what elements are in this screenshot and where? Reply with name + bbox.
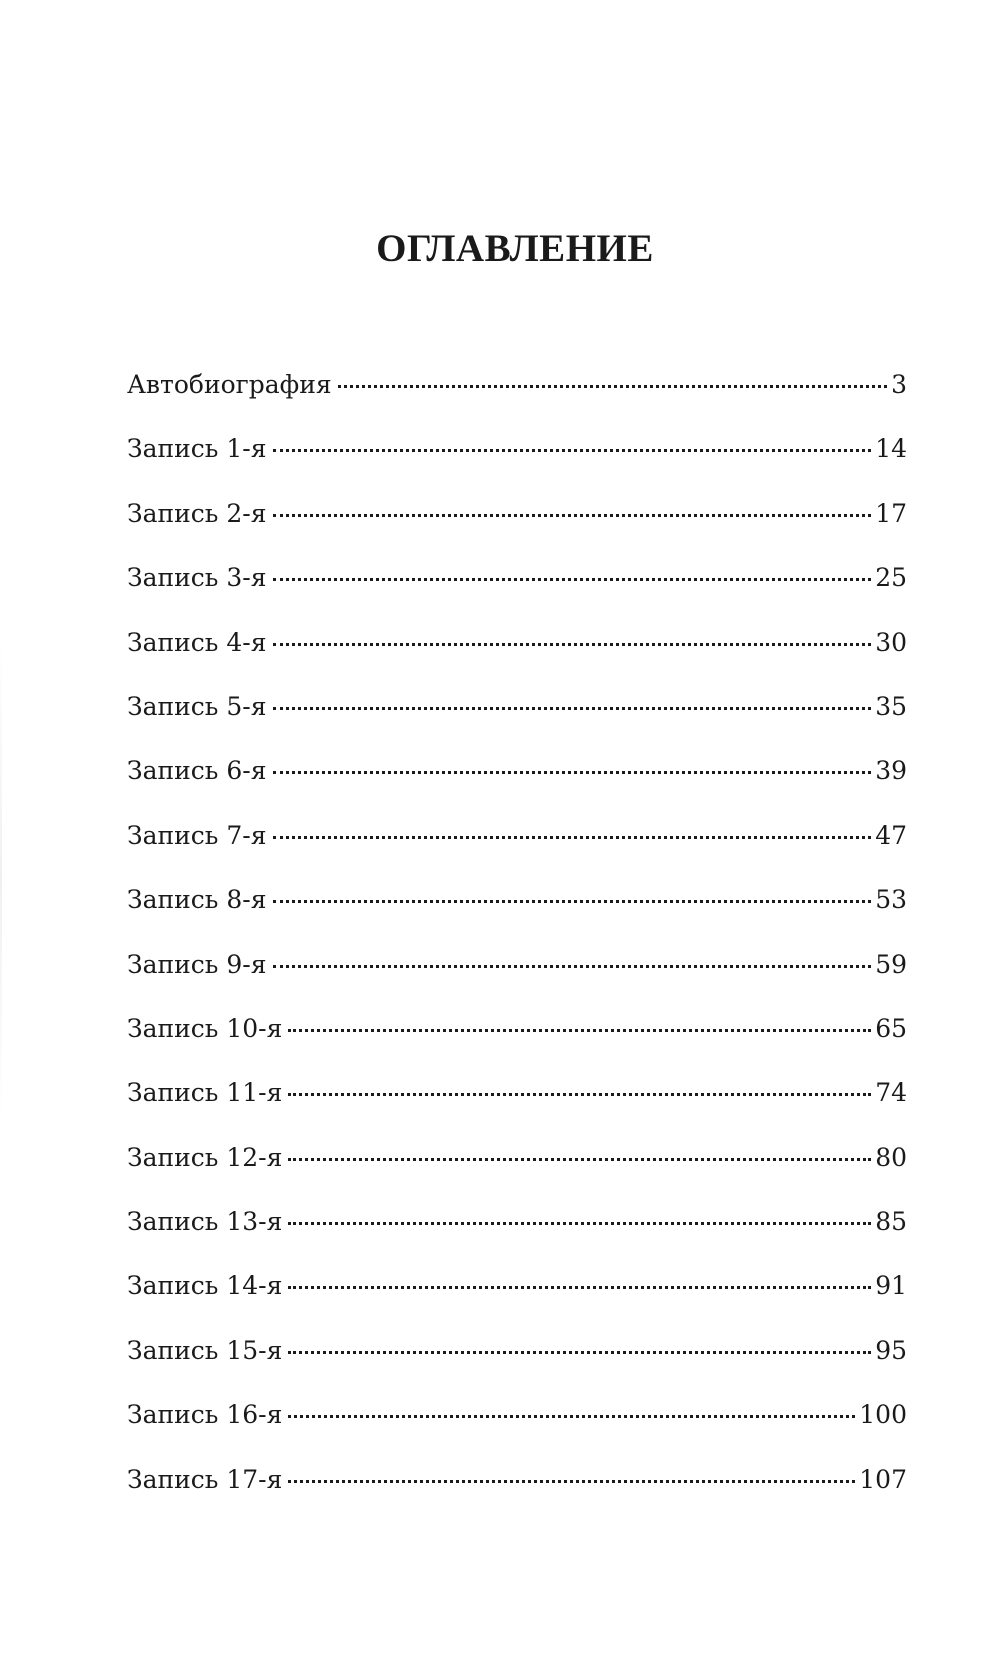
toc-entry-label: Запись 15-я (127, 1335, 283, 1365)
dot-leader (273, 836, 872, 839)
dot-leader (288, 1158, 871, 1161)
toc-entry-label: Запись 10-я (127, 1013, 283, 1043)
toc-entry-page: 95 (875, 1335, 907, 1365)
toc-entry-label: Запись 14-я (127, 1271, 283, 1301)
dot-leader (288, 1415, 855, 1418)
dot-leader (273, 578, 872, 581)
toc-entry-label: Запись 16-я (127, 1400, 283, 1430)
dot-leader (288, 1222, 871, 1225)
dot-leader (288, 1093, 871, 1096)
toc-entry-page: 59 (875, 949, 907, 979)
dot-leader (338, 385, 887, 388)
dot-leader (273, 643, 872, 646)
toc-entry (127, 1400, 907, 1464)
toc-entry-label: Запись 9-я (127, 949, 267, 979)
toc-entry-label: Запись 5-я (127, 691, 267, 721)
toc-entry-label: Запись 1-я (127, 434, 267, 464)
toc-entry-page: 17 (875, 498, 907, 528)
toc-entry (127, 885, 907, 949)
toc-entry-page: 74 (875, 1078, 907, 1108)
toc-entry-page: 35 (875, 691, 907, 721)
toc-entry-page: 107 (859, 1464, 907, 1494)
toc-entry-page: 100 (859, 1400, 907, 1430)
toc-entry (127, 692, 907, 756)
toc-entry-page: 47 (875, 820, 907, 850)
toc-entry-page: 53 (875, 885, 907, 915)
toc-entry-page: 14 (875, 434, 907, 464)
toc-entry (127, 950, 907, 1014)
toc-entry (127, 1078, 907, 1142)
dot-leader (288, 1480, 855, 1483)
toc-entry-label: Запись 4-я (127, 627, 267, 657)
dot-leader (273, 771, 872, 774)
toc-entry (127, 434, 907, 498)
dot-leader (273, 707, 872, 710)
toc-entry-page: 39 (875, 756, 907, 786)
toc-entry (127, 370, 907, 434)
toc-entry (127, 1465, 907, 1529)
toc-entry-page: 85 (875, 1207, 907, 1237)
toc-entry (127, 1336, 907, 1400)
toc-entry (127, 821, 907, 885)
dot-leader (273, 514, 872, 517)
toc-entry-label: Запись 2-я (127, 498, 267, 528)
toc-entry (127, 1014, 907, 1078)
toc-entry-page: 91 (875, 1271, 907, 1301)
table-of-contents (127, 370, 907, 1529)
toc-entry-label: Запись 6-я (127, 756, 267, 786)
toc-entry-label: Автобиография (127, 370, 332, 399)
toc-entry-label: Запись 8-я (127, 885, 267, 915)
toc-entry-page: 30 (875, 627, 907, 657)
toc-entry-label: Запись 11-я (127, 1078, 283, 1108)
toc-entry-label: Запись 12-я (127, 1142, 283, 1172)
toc-entry-label: Запись 3-я (127, 563, 267, 593)
dot-leader (273, 449, 872, 452)
toc-entry-page: 3 (891, 370, 907, 399)
dot-leader (288, 1286, 871, 1289)
toc-entry (127, 1143, 907, 1207)
toc-entry (127, 1207, 907, 1271)
toc-entry (127, 499, 907, 563)
dot-leader (288, 1351, 871, 1354)
toc-entry (127, 628, 907, 692)
toc-entry (127, 1271, 907, 1335)
toc-entry (127, 563, 907, 627)
dot-leader (273, 900, 872, 903)
toc-entry-label: Запись 7-я (127, 820, 267, 850)
page-edge-shadow (0, 640, 2, 1120)
toc-entry (127, 756, 907, 820)
dot-leader (288, 1029, 871, 1032)
toc-entry-label: Запись 17-я (127, 1464, 283, 1494)
toc-entry-label: Запись 13-я (127, 1207, 283, 1237)
toc-entry-page: 65 (875, 1013, 907, 1043)
page-title: ОГЛАВЛЕНИЕ (376, 227, 654, 270)
dot-leader (273, 965, 872, 968)
toc-entry-page: 25 (875, 563, 907, 593)
toc-entry-page: 80 (875, 1142, 907, 1172)
